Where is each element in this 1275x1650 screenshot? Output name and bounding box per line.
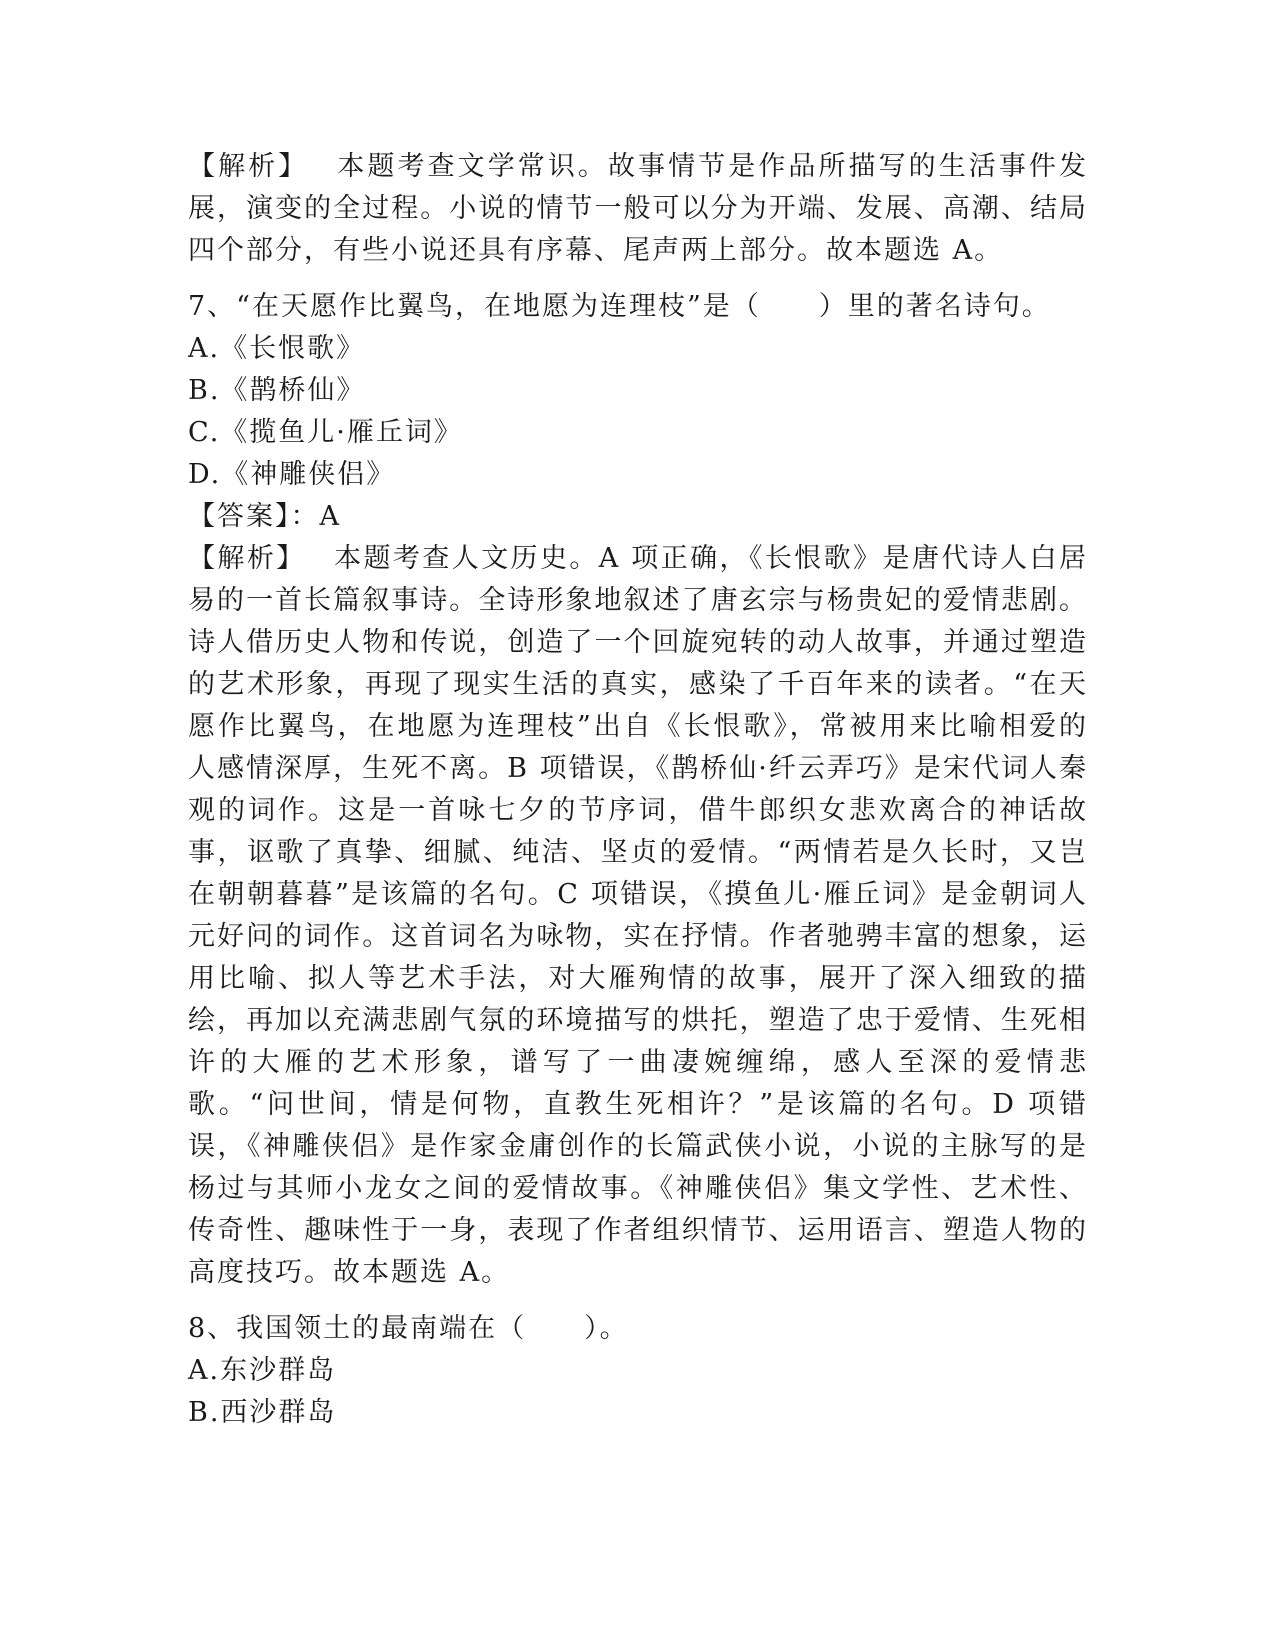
question-7-stem: 7、“在天愿作比翼鸟，在地愿为连理枝”是（ ）里的著名诗句。: [188, 291, 1051, 322]
answer-value: ：A: [290, 501, 341, 532]
page-content: [188, 146, 1088, 1434]
question-7-option-a: A.《长恨歌》: [188, 333, 366, 364]
question-7-option-c: C.《揽鱼儿·雁丘词》: [188, 417, 463, 448]
analysis-label: 【解析】: [188, 543, 306, 574]
question-8-option-a: A.东沙群岛: [188, 1355, 337, 1386]
answer-label: 【答案】: [188, 501, 291, 532]
question-7-answer: [188, 496, 1088, 538]
analysis-text: 本题考查文学常识。故事情节是作品所描写的生活事件发展，演变的全过程。小说的情节一般可以分为开端、发展、高潮、结局四个部分，有些小说还具有序幕、尾声两上部分。故本题选 A。: [188, 151, 1089, 266]
analysis-label: 【解析】: [188, 151, 309, 182]
question-8-stem: 8、我国领土的最南端在（ ）。: [188, 1313, 629, 1344]
question-7-analysis: [188, 538, 1088, 1294]
question-7-option-d: D.《神雕侠侣》: [188, 459, 396, 490]
prev-analysis-paragraph: [188, 146, 1088, 272]
question-7-option-b: B.《鹊桥仙》: [188, 375, 366, 406]
analysis-text: 本题考查人文历史。A 项正确，《长恨歌》是唐代诗人白居易的一首长篇叙事诗。全诗形象地叙述了唐玄宗与杨贵妃的爱情悲剧。诗人借历史人物和传说，创造了一个回旋宛转的动人故事，并通过塑造的艺术形象，再现了现实生活的真实，感染了千百年来的读者。“在天愿作比翼鸟，在地愿为连理枝”出自《长恨歌》，常被用来比喻相爱的人感情深厚，生死不离。B 项错误，《鹊桥仙·纤云弄巧》是宋代词人秦观的词作。这是一首咏七夕的节序词，借牛郎织女悲欢离合的神话故事，讴歌了真挚、细腻、纯洁、坚贞的爱情。“两情若是久长时，又岂在朝朝暮暮”是该篇的名句。C 项错误，《摸鱼儿·雁丘词》是金朝词人元好问的词作。这首词名为咏物，实在抒情。作者驰骋丰富的想象，运用比喻、拟人等艺术手法，对大雁殉情的故事，展开了深入细致的描绘，再加以充满悲剧气氛的环境描写的烘托，塑造了忠于爱情、生死相许的大雁的艺术形象，谱写了一曲凄婉缠绵，感人至深的爱情悲歌。“问世间，情是何物，直教生死相许？”是该篇的名句。D 项错误，《神雕侠侣》是作家金庸创作的长篇武侠小说，小说的主脉写的是杨过与其师小龙女之间的爱情故事。《神雕侠侣》集文学性、艺术性、传奇性、趣味性于一身，表现了作者组织情节、运用语言、塑造人物的高度技巧。故本题选 A。: [188, 543, 1088, 1288]
question-8-option-b: B.西沙群岛: [188, 1397, 337, 1428]
